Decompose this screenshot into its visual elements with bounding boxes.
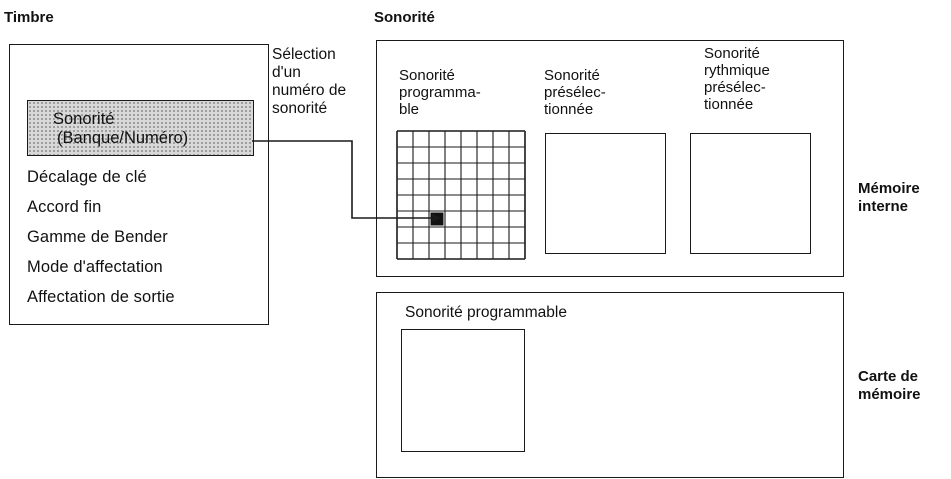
- bank-number-label: (Banque/Numéro): [57, 129, 189, 147]
- sonorite-heading: Sonorité: [374, 9, 435, 26]
- param-output-assign: Affectation de sortie: [27, 288, 175, 306]
- card-programmable-voice-label: Sonorité programmable: [405, 304, 567, 321]
- label-line: Sonorité: [704, 45, 760, 62]
- voice-label: Sonorité: [53, 110, 115, 128]
- param-bender-range: Gamme de Bender: [27, 228, 168, 246]
- selection-label-line: numéro de: [272, 82, 347, 99]
- programmable-voice-grid: [397, 131, 525, 259]
- label-line: tionnée: [704, 96, 754, 113]
- param-key-shift: Décalage de clé: [27, 168, 147, 186]
- label-line: présélec-: [544, 84, 606, 101]
- label-line: rythmique: [704, 62, 770, 79]
- label-line: programma-: [399, 84, 481, 101]
- selection-label-line: Sélection: [272, 46, 336, 63]
- label-line: Carte de: [858, 368, 919, 385]
- selection-label-line: d'un: [272, 64, 301, 81]
- label-line: Mémoire: [858, 180, 920, 197]
- label-line: interne: [858, 198, 909, 215]
- param-fine-tune: Accord fin: [27, 198, 102, 216]
- label-line: Sonorité: [399, 67, 455, 84]
- param-assign-mode: Mode d'affectation: [27, 258, 163, 276]
- timbre-heading: Timbre: [4, 9, 54, 26]
- label-line: mémoire: [858, 386, 921, 403]
- selection-label-line: sonorité: [272, 100, 328, 117]
- label-line: ble: [399, 101, 420, 118]
- label-line: tionnée: [544, 101, 594, 118]
- label-line: présélec-: [704, 79, 766, 96]
- label-line: Sonorité: [544, 67, 600, 84]
